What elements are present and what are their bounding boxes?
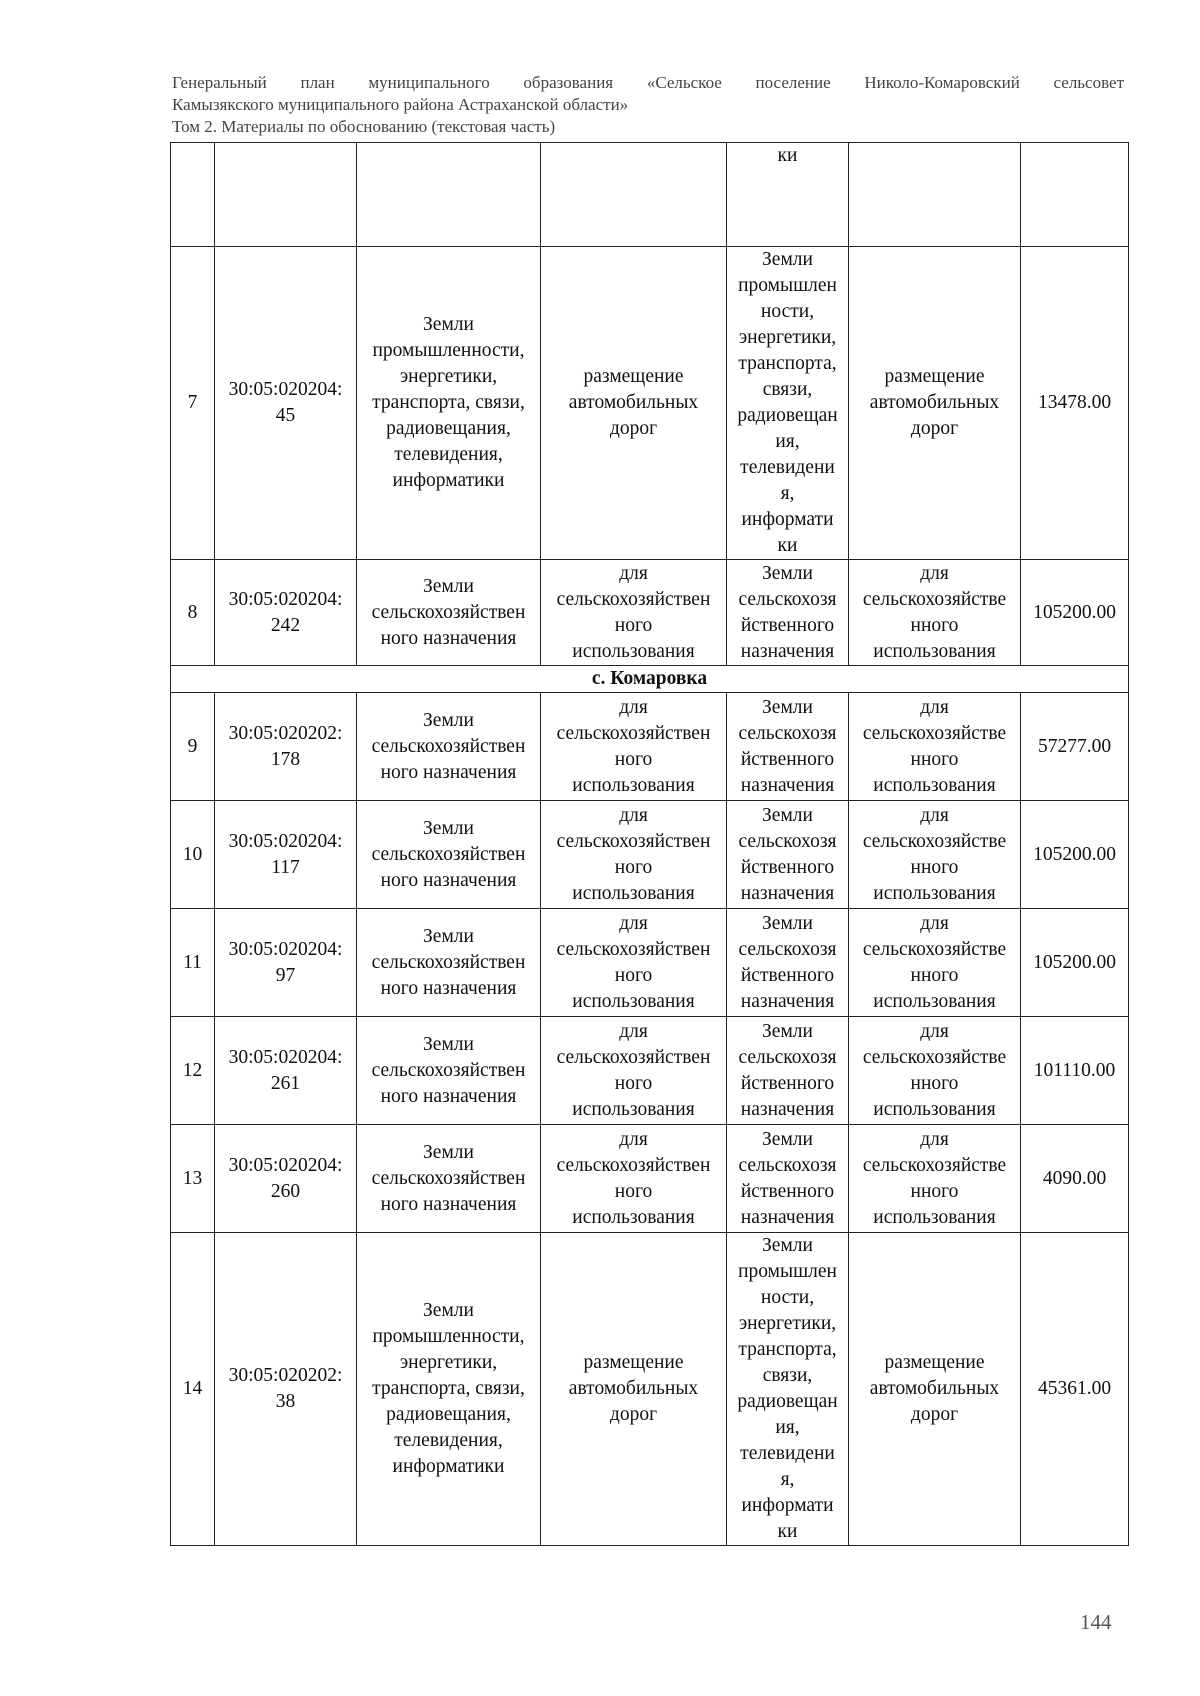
cell-num: 14 (171, 1233, 215, 1546)
cell-use2: для сельскохозяйстве нного использования (849, 1125, 1021, 1233)
cell-category2: Земли сельскохозя йственного назначения (727, 560, 849, 666)
cell-cadastral: 30:05:020204: 260 (215, 1125, 357, 1233)
cell-num: 9 (171, 693, 215, 801)
cell-use2: размещение автомобильных дорог (849, 1233, 1021, 1546)
cell-use: для сельскохозяйствен ного использования (541, 1125, 727, 1233)
cell-area: 105200.00 (1021, 909, 1129, 1017)
cell-num: 11 (171, 909, 215, 1017)
cell-category: Земли промышленности, энергетики, транспорта, связи, радиовещания, телевидения, информатики (357, 247, 541, 560)
running-header (172, 72, 1124, 138)
cell-category: Земли сельскохозяйствен ного назначения (357, 909, 541, 1017)
cell-area: 13478.00 (1021, 247, 1129, 560)
cell-num: 13 (171, 1125, 215, 1233)
cell-category: Земли сельскохозяйствен ного назначения (357, 1125, 541, 1233)
cell-use2: для сельскохозяйстве нного использования (849, 560, 1021, 666)
cell-use (541, 143, 727, 247)
cell-use: для сельскохозяйствен ного использования (541, 693, 727, 801)
cell-area: 105200.00 (1021, 801, 1129, 909)
cell-area: 57277.00 (1021, 693, 1129, 801)
cell-cadastral: 30:05:020202: 178 (215, 693, 357, 801)
cell-num: 8 (171, 560, 215, 666)
cell-use2: для сельскохозяйстве нного использования (849, 909, 1021, 1017)
cell-use: для сельскохозяйствен ного использования (541, 1017, 727, 1125)
cell-area: 45361.00 (1021, 1233, 1129, 1546)
header-line-1: Генеральный план муниципального образования «Сельское поселение Николо-Комаровский сельсовет (172, 73, 1124, 92)
continuation-text: ки (777, 145, 798, 166)
cell-area: 105200.00 (1021, 560, 1129, 666)
cell-category: Земли сельскохозяйствен ного назначения (357, 801, 541, 909)
page-number: 144 (1080, 1610, 1112, 1634)
table-row (171, 693, 1129, 801)
cell-category: Земли сельскохозяйствен ного назначения (357, 693, 541, 801)
section-row (171, 666, 1129, 693)
table-row (171, 1233, 1129, 1546)
section-title: с. Комаровка (171, 666, 1129, 693)
cell-category: Земли сельскохозяйствен ного назначения (357, 560, 541, 666)
cell-area (1021, 143, 1129, 247)
table-row (171, 560, 1129, 666)
cell-cadastral: 30:05:020204: 97 (215, 909, 357, 1017)
cell-category (357, 143, 541, 247)
cell-use: для сельскохозяйствен ного использования (541, 801, 727, 909)
cell-num: 7 (171, 247, 215, 560)
cell-num (171, 143, 215, 247)
cell-category: Земли промышленности, энергетики, транспорта, связи, радиовещания, телевидения, информатики (357, 1233, 541, 1546)
table-row (171, 1125, 1129, 1233)
cell-use: размещение автомобильных дорог (541, 247, 727, 560)
cell-cadastral: 30:05:020204: 242 (215, 560, 357, 666)
cell-use2 (849, 143, 1021, 247)
cell-category2: Земли сельскохозя йственного назначения (727, 909, 849, 1017)
header-line-3: Том 2. Материалы по обоснованию (текстовая часть) (172, 117, 556, 136)
cell-category2: Земли сельскохозя йственного назначения (727, 1017, 849, 1125)
cell-use2: для сельскохозяйстве нного использования (849, 693, 1021, 801)
cell-use2: для сельскохозяйстве нного использования (849, 1017, 1021, 1125)
cell-num: 12 (171, 1017, 215, 1125)
cell-category2 (727, 143, 849, 247)
cell-category2: Земли промышлен ности, энергетики, транспорта, связи, радиовещан ия, телевидени я, информати ки (727, 247, 849, 560)
table-row (171, 801, 1129, 909)
cell-cadastral (215, 143, 357, 247)
cell-use2: для сельскохозяйстве нного использования (849, 801, 1021, 909)
cell-category2: Земли сельскохозя йственного назначения (727, 1125, 849, 1233)
cell-cadastral: 30:05:020204: 117 (215, 801, 357, 909)
table-row (171, 247, 1129, 560)
cell-area: 101110.00 (1021, 1017, 1129, 1125)
cell-use: размещение автомобильных дорог (541, 1233, 727, 1546)
cell-num: 10 (171, 801, 215, 909)
header-line-2: Камызякского муниципального района Астраханской области» (172, 95, 629, 114)
cell-category: Земли сельскохозяйствен ного назначения (357, 1017, 541, 1125)
cell-cadastral: 30:05:020204: 261 (215, 1017, 357, 1125)
cell-use: для сельскохозяйствен ного использования (541, 909, 727, 1017)
continued-row (171, 143, 1129, 247)
land-plots-table (170, 142, 1129, 1546)
cell-cadastral: 30:05:020204: 45 (215, 247, 357, 560)
cell-area: 4090.00 (1021, 1125, 1129, 1233)
table-row (171, 1017, 1129, 1125)
cell-category2: Земли промышлен ности, энергетики, транспорта, связи, радиовещан ия, телевидени я, информати ки (727, 1233, 849, 1546)
cell-use2: размещение автомобильных дорог (849, 247, 1021, 560)
cell-use: для сельскохозяйствен ного использования (541, 560, 727, 666)
cell-cadastral: 30:05:020202: 38 (215, 1233, 357, 1546)
cell-category2: Земли сельскохозя йственного назначения (727, 801, 849, 909)
table-row (171, 909, 1129, 1017)
cell-category2: Земли сельскохозя йственного назначения (727, 693, 849, 801)
